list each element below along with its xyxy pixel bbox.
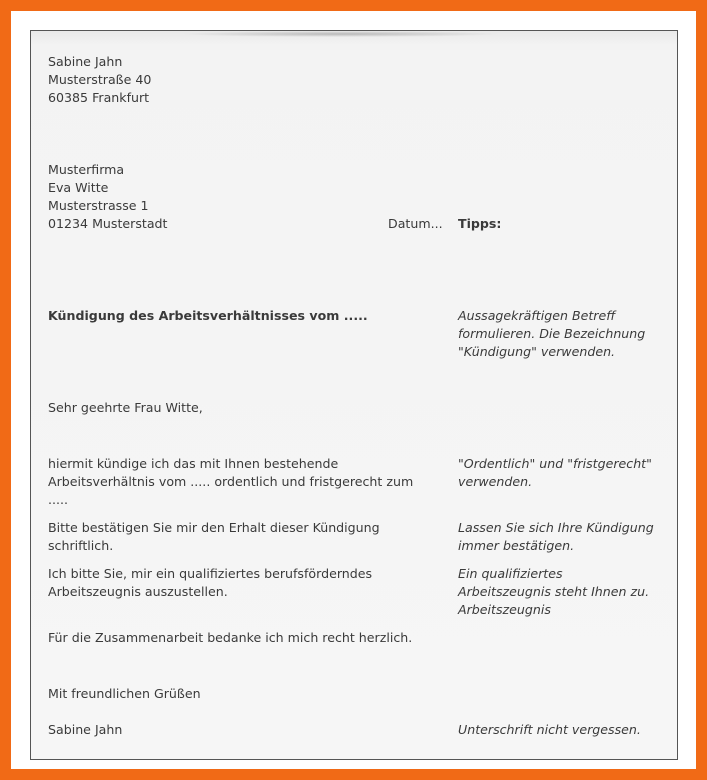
salutation: Sehr geehrte Frau Witte, [48,400,203,415]
tip-subject-line: Aussagekräftigen Betreff [458,308,616,323]
tip-signature: Unterschrift nicht vergessen. [458,722,641,737]
tip-subject-line: formulieren. Die Bezeichnung [458,326,646,341]
tips-heading: Tipps: [458,216,502,231]
letter-sheet [30,30,678,760]
sender-street: Musterstraße 40 [48,72,152,87]
tip-paragraph3-line: Arbeitszeugnis steht Ihnen zu. [458,584,650,599]
tip-paragraph1-line: verwenden. [458,474,533,489]
paragraph1-line: hiermit kündige ich das mit Ihnen bestehende [48,456,339,471]
sender-name: Sabine Jahn [48,54,123,69]
date-label: Datum... [388,216,443,231]
paragraph3-line: Arbeitszeugnis auszustellen. [48,584,228,599]
closing: Mit freundlichen Grüßen [48,686,201,701]
signature-name: Sabine Jahn [48,722,123,737]
recipient-person: Eva Witte [48,180,109,195]
recipient-city: 01234 Musterstadt [48,216,168,231]
tip-paragraph1-line: "Ordentlich" und "fristgerecht" [458,456,652,471]
tip-paragraph2-line: immer bestätigen. [458,538,575,553]
paragraph2-line: Bitte bestätigen Sie mir den Erhalt dieser Kündigung [48,520,380,535]
paragraph3-line: Ich bitte Sie, mir ein qualifiziertes berufsförderndes [48,566,373,581]
paragraph1-line: Arbeitsverhältnis vom ..... ordentlich und fristgerecht zum [48,474,414,489]
paragraph1-line: ..... [48,492,69,507]
page-curl-shadow [181,31,501,37]
paragraph2-line: schriftlich. [48,538,114,553]
tip-subject-line: "Kündigung" verwenden. [458,344,616,359]
tip-paragraph3-line: Ein qualifiziertes [458,566,563,581]
tip-paragraph3-line: Arbeitszeugnis [458,602,551,617]
subject-line: Kündigung des Arbeitsverhältnisses vom ..... [48,308,368,323]
recipient-company: Musterfirma [48,162,125,177]
paragraph4: Für die Zusammenarbeit bedanke ich mich recht herzlich. [48,630,413,645]
sender-city: 60385 Frankfurt [48,90,150,105]
recipient-street: Musterstrasse 1 [48,198,149,213]
tip-paragraph2-line: Lassen Sie sich Ihre Kündigung [458,520,654,535]
